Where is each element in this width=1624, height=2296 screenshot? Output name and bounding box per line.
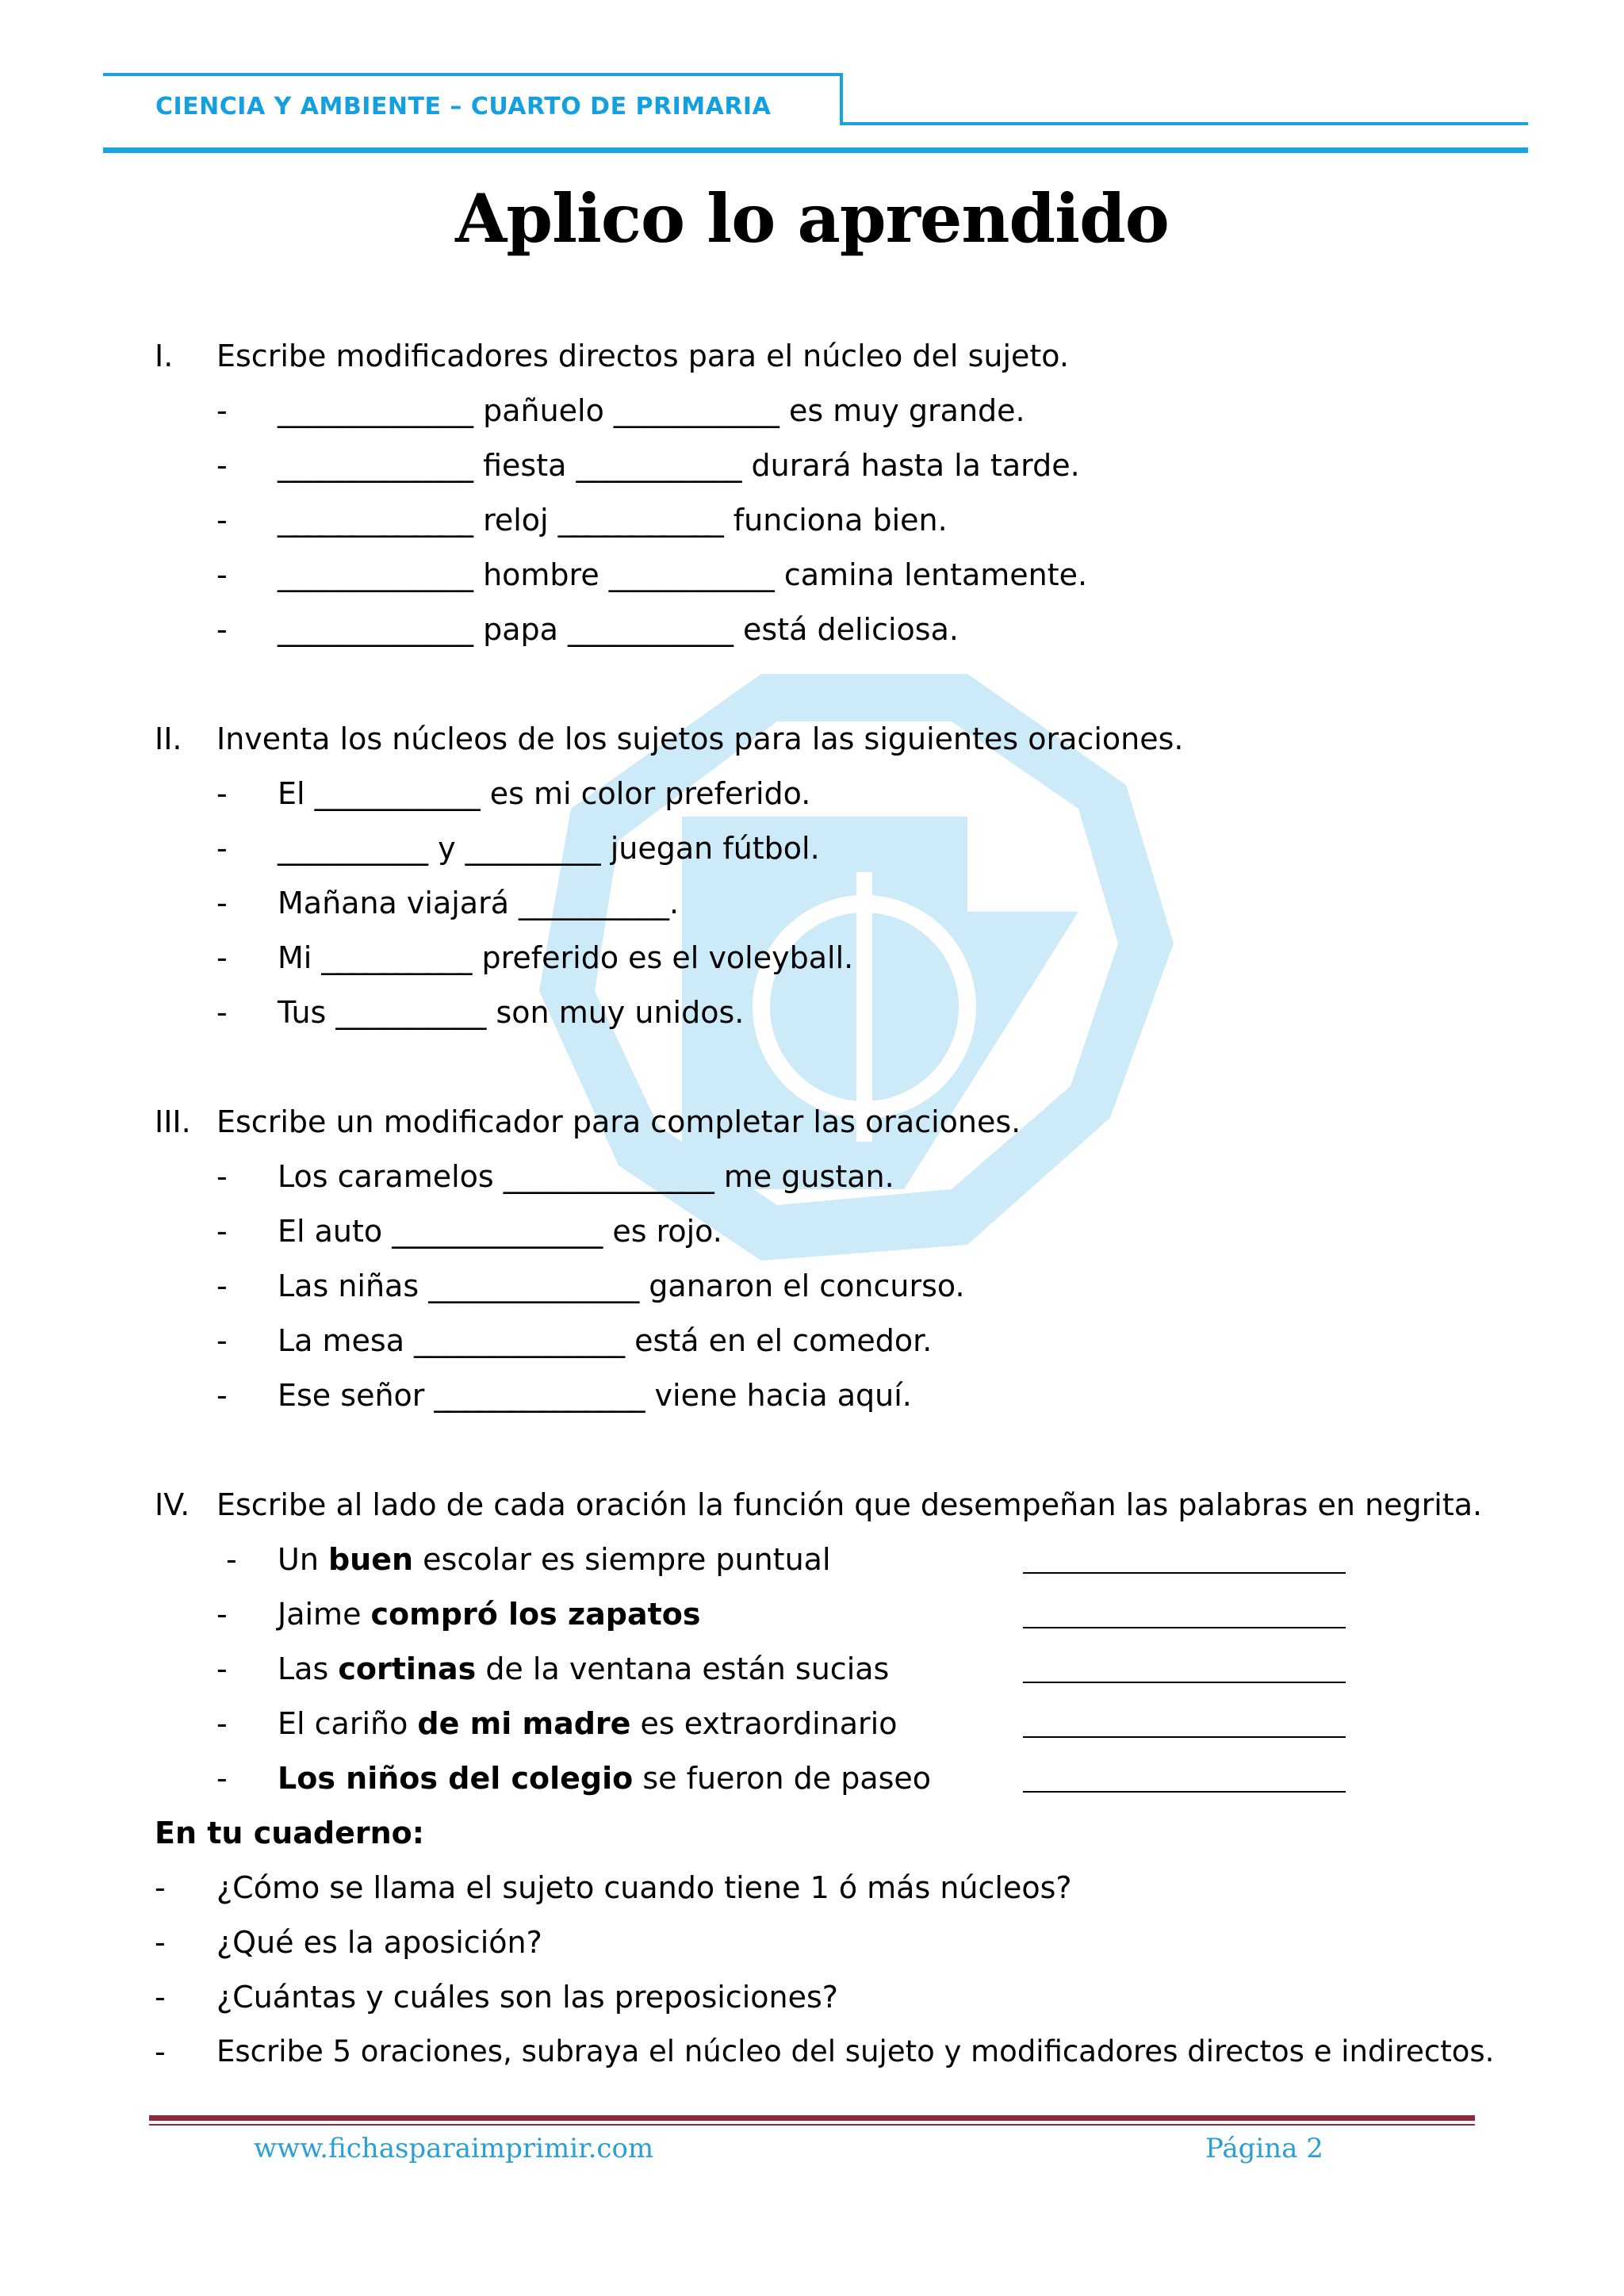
- item-text: Jaime: [278, 1597, 371, 1632]
- bold-words: buen: [327, 1542, 414, 1577]
- item-text: Las: [278, 1651, 339, 1686]
- bullet-dash: -: [216, 503, 228, 538]
- function-item: [278, 1649, 889, 1689]
- answer-line: [1023, 1627, 1346, 1628]
- item-text: se fueron de paseo: [633, 1761, 932, 1796]
- bullet-dash: -: [155, 1870, 166, 1905]
- exercise-item: _____________ hombre ___________ camina lentamente.: [278, 557, 1088, 592]
- function-item: [278, 1540, 831, 1579]
- exercise-item: _____________ fiesta ___________ durará hasta la tarde.: [278, 448, 1080, 483]
- exercise-item: La mesa ______________ está en el comedor.: [278, 1323, 933, 1358]
- item-text: Un: [278, 1542, 328, 1577]
- section-numeral: II.: [155, 721, 182, 756]
- footer-page-number: Página 2: [1205, 2133, 1323, 2164]
- bullet-dash: -: [216, 1761, 228, 1796]
- bullet-dash: -: [216, 612, 228, 647]
- exercise-item: _____________ pañuelo ___________ es muy grande.: [278, 393, 1025, 428]
- footer-rule: [149, 2115, 1475, 2121]
- page-title: Aplico lo aprendido: [455, 179, 1169, 258]
- notebook-item: Escribe 5 oraciones, subraya el núcleo del sujeto y modificadores directos e indirectos.: [216, 2034, 1495, 2068]
- header-step-rule: [840, 73, 843, 125]
- exercise-item: Mañana viajará __________.: [278, 886, 680, 920]
- section-instruction: Escribe modificadores directos para el núcleo del sujeto.: [216, 339, 1069, 373]
- header-right-rule: [840, 122, 1528, 125]
- notebook-heading: En tu cuaderno:: [155, 1816, 424, 1850]
- notebook-item: ¿Cuántas y cuáles son las preposiciones?: [216, 1980, 838, 2015]
- bullet-dash: -: [216, 1706, 228, 1741]
- exercise-item: Las niñas ______________ ganaron el concurso.: [278, 1269, 965, 1303]
- section-numeral: I.: [155, 339, 174, 373]
- item-text: escolar es siempre puntual: [413, 1542, 831, 1577]
- item-text: de la ventana están sucias: [476, 1651, 890, 1686]
- bullet-dash: -: [216, 886, 228, 920]
- bullet-dash: -: [216, 995, 228, 1030]
- exercise-item: El ___________ es mi color preferido.: [278, 776, 811, 811]
- bullet-dash: -: [216, 1323, 228, 1358]
- bold-words: de mi madre: [417, 1706, 631, 1741]
- footer-website-link[interactable]: www.fichasparaimprimir.com: [254, 2133, 654, 2164]
- bullet-dash: -: [216, 776, 228, 811]
- item-text: es extraordinario: [630, 1706, 898, 1741]
- bold-words: Los niños del colegio: [278, 1761, 634, 1796]
- exercise-item: Ese señor ______________ viene hacia aquí.: [278, 1378, 912, 1413]
- bullet-dash: -: [216, 1597, 228, 1632]
- bullet-dash: -: [155, 1925, 166, 1960]
- bullet-dash: -: [216, 831, 228, 866]
- header-bottom-rule: [103, 147, 1528, 153]
- exercise-item: El auto ______________ es rojo.: [278, 1214, 722, 1249]
- exercise-item: Los caramelos ______________ me gustan.: [278, 1159, 894, 1194]
- bullet-dash: -: [216, 1651, 228, 1686]
- notebook-item: ¿Qué es la aposición?: [216, 1925, 542, 1960]
- bullet-dash: -: [216, 1214, 228, 1249]
- notebook-item: ¿Cómo se llama el sujeto cuando tiene 1 ó más núcleos?: [216, 1870, 1072, 1905]
- function-item: [278, 1704, 897, 1743]
- bold-words: cortinas: [338, 1651, 477, 1686]
- bullet-dash: -: [155, 2034, 166, 2069]
- bullet-dash: -: [216, 1269, 228, 1303]
- bullet-dash: -: [216, 557, 228, 592]
- bold-words: compró los zapatos: [370, 1597, 701, 1632]
- item-text: El cariño: [278, 1706, 418, 1741]
- footer-rule-thin: [149, 2124, 1475, 2126]
- bullet-dash: -: [216, 1378, 228, 1413]
- function-item: [278, 1758, 931, 1798]
- bullet-dash: -: [216, 448, 228, 483]
- exercise-item: _____________ reloj ___________ funciona bien.: [278, 503, 948, 538]
- answer-line: [1023, 1736, 1346, 1738]
- section-numeral: IV.: [155, 1487, 190, 1522]
- function-item: [278, 1594, 701, 1634]
- section-numeral: III.: [155, 1104, 191, 1139]
- exercise-item: _____________ papa ___________ está deliciosa.: [278, 612, 959, 647]
- section-instruction: Escribe un modificador para completar las oraciones.: [216, 1104, 1021, 1139]
- bullet-dash: -: [226, 1542, 237, 1577]
- header-top-rule: [103, 73, 842, 76]
- bullet-dash: -: [216, 1159, 228, 1194]
- answer-line: [1023, 1791, 1346, 1793]
- section-instruction: Escribe al lado de cada oración la función que desempeñan las palabras en negrita.: [216, 1487, 1483, 1522]
- exercise-item: __________ y _________ juegan fútbol.: [278, 831, 820, 866]
- exercise-item: Mi __________ preferido es el voleyball.: [278, 940, 854, 975]
- exercise-item: Tus __________ son muy unidos.: [278, 995, 745, 1030]
- section-instruction: Inventa los núcleos de los sujetos para las siguientes oraciones.: [216, 721, 1184, 756]
- answer-line: [1023, 1572, 1346, 1574]
- bullet-dash: -: [216, 940, 228, 975]
- bullet-dash: -: [155, 1980, 166, 2015]
- subject-header: CIENCIA Y AMBIENTE – CUARTO DE PRIMARIA: [155, 93, 772, 121]
- bullet-dash: -: [216, 393, 228, 428]
- answer-line: [1023, 1682, 1346, 1683]
